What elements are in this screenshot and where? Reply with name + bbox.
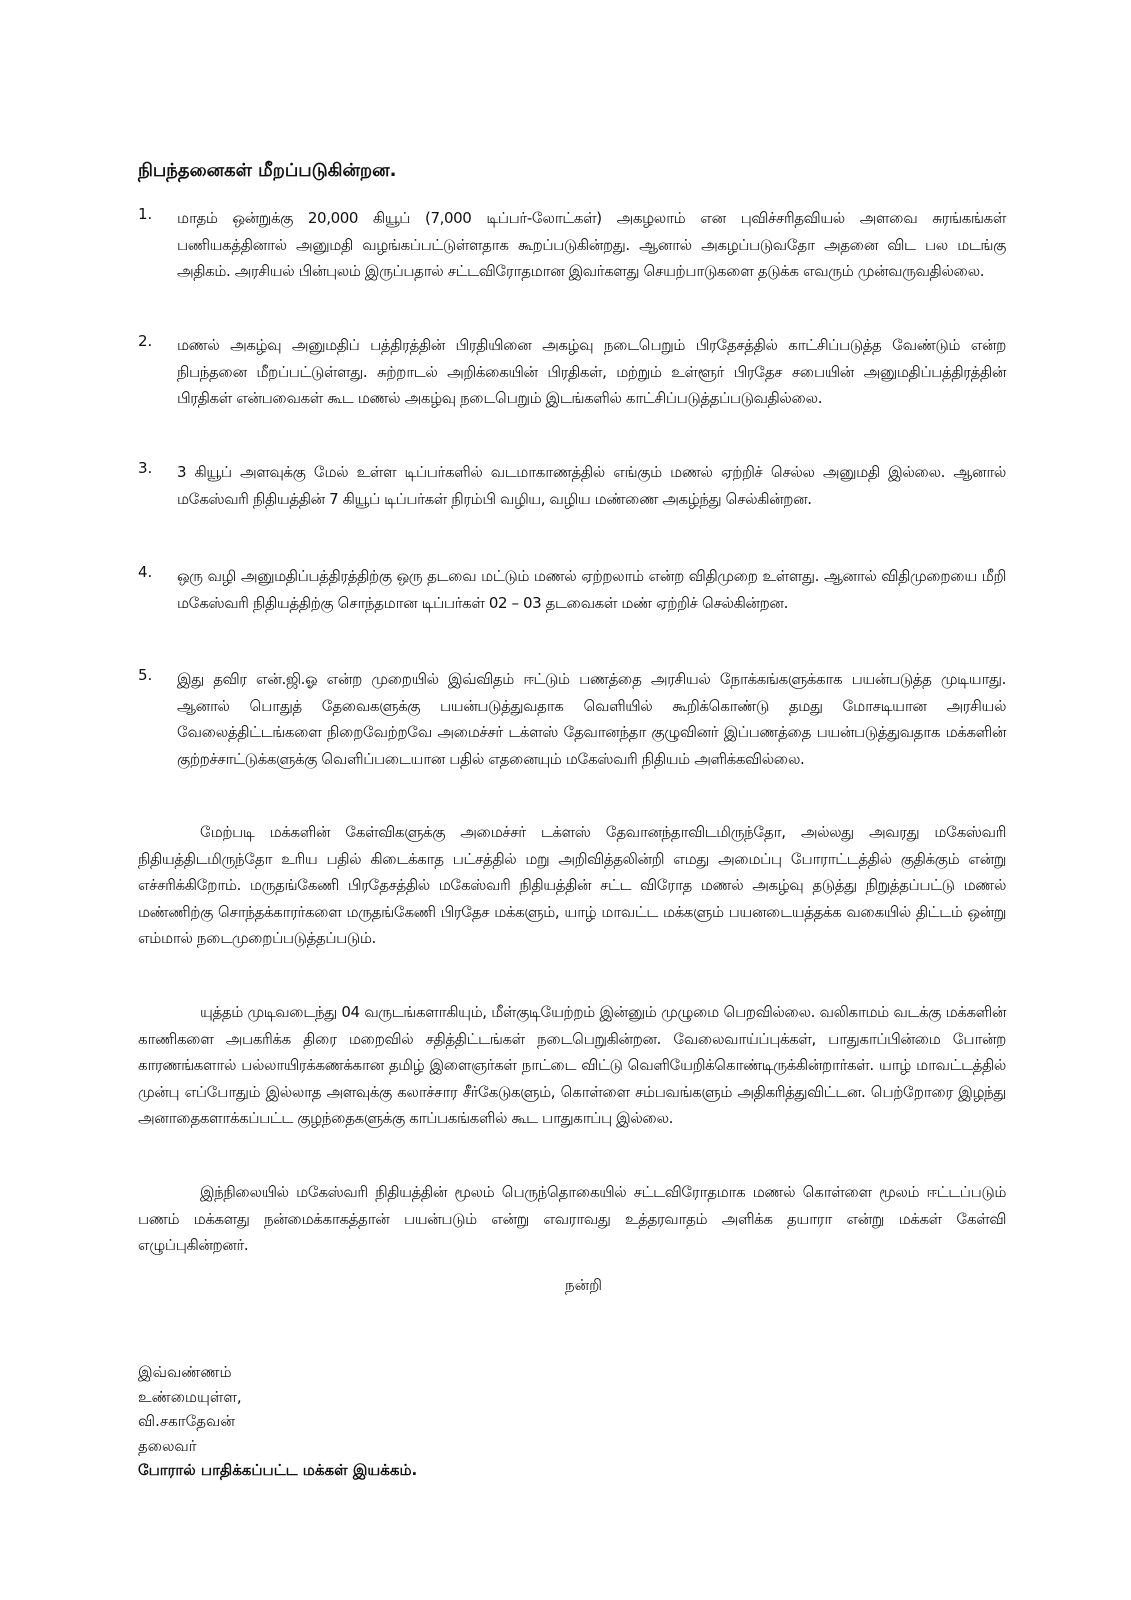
- signatory-title: தலைவர்: [138, 1436, 197, 1455]
- list-number: 1.: [138, 205, 153, 223]
- body-paragraph-3: இந்நிலையில் மகேஸ்வரி நிதியத்தின் மூலம் பெருந்தொகையில் சட்டவிரோதமாக மணல் கொள்ளை மூலம் ஈட்டப்படும் பணம் மக்களது நன்மைக்காகத்தான் பயன்படும் என்று எவராவது உத்தரவாதம் அளிக்க தயாரா என்று மக்கள் கேள்வி எழுப்புகின்றனர்.: [138, 1183, 1006, 1254]
- organization-name: போரால் பாதிக்கப்பட்ட மக்கள் இயக்கம்.: [138, 1461, 418, 1480]
- list-text: மாதம் ஒன்றுக்கு 20,000 கியூப் (7,000 டிப்பர்-லோட்கள்) அகழலாம் என புவிச்சரிதவியல் அளவை சுரங்கங்கள் பணியகத்தினால் அனுமதி வழங்கப்பட்டுள்ளதாக கூறப்படுகின்றது. ஆனால் அகழப்படுவதோ அதனை விட பல மடங்கு அதிகம். அரசியல் பின்புலம் இருப்பதால் சட்டவிரோதமான இவர்களது செயற்பாடுகளை தடுக்க எவரும் முன்வருவதில்லை.: [177, 209, 1006, 280]
- list-text: ஒரு வழி அனுமதிப்பத்திரத்திற்கு ஒரு தடவை மட்டும் மணல் ஏற்றலாம் என்ற விதிமுறை உள்ளது. ஆனால் விதிமுறையை மீறி மகேஸ்வரி நிதியத்திற்கு சொந்தமான டிப்பர்கள் 02 – 03 தடவைகள் மண் ஏற்றிச் செல்கின்றன.: [177, 567, 1006, 612]
- list-text: இது தவிர என்.ஜி.ஓ என்ற முறையில் இவ்விதம் ஈட்டும் பணத்தை அரசியல் நோக்கங்களுக்காக பயன்படுத்த முடியாது. ஆனால் பொதுத் தேவைகளுக்கு பயன்படுத்துவதாக வெளியில் கூறிக்கொண்டு தமது மோசடியான அரசியல் வேலைத்திட்டங்களை நிறைவேற்றவே அமைச்சர் டக்ளஸ் தேவானந்தா குழுவினர் இப்பணத்தை பயன்படுத்துவதாக மக்களின் குற்றச்சாட்டுக்களுக்கு வெளிப்படையான பதில் எதனையும் மகேஸ்வரி நிதியம் அளிக்கவில்லை.: [177, 670, 1006, 768]
- signature-salutation: இவ்வண்ணம்: [138, 1363, 232, 1381]
- section-heading: நிபந்தனைகள் மீறப்படுகின்றன.: [138, 160, 397, 181]
- list-number: 2.: [138, 332, 153, 350]
- list-number: 4.: [138, 563, 153, 581]
- signatory-name: வி.சகாதேவன்: [138, 1412, 235, 1431]
- closing-thanks: நன்றி: [565, 1276, 603, 1294]
- list-number: 3.: [138, 459, 153, 477]
- signature-block: [138, 1360, 417, 1483]
- body-paragraph-2: யுத்தம் முடிவடைந்து 04 வருடங்களாகியும், மீள்குடியேற்றம் இன்னும் முழுமை பெறவில்லை. வலிகாமம் வடக்கு மக்களின் காணிகளை அபகரிக்க திரை மறைவில் சதித்திட்டங்கள் நடைபெறுகின்றன. வேலைவாய்ப்புக்கள், பாதுகாப்பின்மை போன்ற காரணங்களால் பல்லாயிரக்கணக்கான தமிழ் இளைஞர்கள் நாட்டை விட்டு வெளியேறிக்கொண்டிருக்கின்றார்கள். யாழ் மாவட்டத்தில் முன்பு எப்போதும் இல்லாத அளவுக்கு கலாச்சார சீர்கேடுகளும், கொள்ளை சம்பவங்களும் அதிகரித்துவிட்டன. பெற்றோரை இழந்து அனாதைகளாக்கப்பட்ட குழந்தைகளுக்கு காப்பகங்களில் கூட பாதுகாப்பு இல்லை.: [138, 1003, 1006, 1127]
- signature-sincerely: உண்மையுள்ள,: [138, 1387, 242, 1406]
- list-number: 5.: [138, 666, 153, 684]
- body-paragraph-1: மேற்படி மக்களின் கேள்விகளுக்கு அமைச்சர் டக்ளஸ் தேவானந்தாவிடமிருந்தோ, அல்லது அவரது மகேஸ்வரி நிதியத்திடமிருந்தோ உரிய பதில் கிடைக்காத பட்சத்தில் மறு அறிவித்தலின்றி எமது அமைப்பு போராட்டத்தில் குதிக்கும் என்று எச்சரிக்கிறோம். மருதங்கேணி பிரதேசத்தில் மகேஸ்வரி நிதியத்தின் சட்ட விரோத மணல் அகழ்வு தடுத்து நிறுத்தப்பட்டு மணல் மண்ணிற்கு சொந்தக்காரர்களை மருதங்கேணி பிரதேச மக்களும், யாழ் மாவட்ட மக்களும் பயனடையத்தக்க வகையில் திட்டம் ஒன்று எம்மால் நடைமுறைப்படுத்தப்படும்.: [138, 823, 1006, 947]
- list-text: 3 கியூப் அளவுக்கு மேல் உள்ள டிப்பர்களில் வடமாகாணத்தில் எங்கும் மணல் ஏற்றிச் செல்ல அனுமதி இல்லை. ஆனால் மகேஸ்வரி நிதியத்தின் 7 கியூப் டிப்பர்கள் நிரம்பி வழிய, வழிய மண்ணை அகழ்ந்து செல்கின்றன.: [177, 463, 1006, 508]
- list-text: மணல் அகழ்வு அனுமதிப் பத்திரத்தின் பிரதியினை அகழ்வு நடைபெறும் பிரதேசத்தில் காட்சிப்படுத்த வேண்டும் என்ற நிபந்தனை மீறப்பட்டுள்ளது. சுற்றாடல் அறிக்கையின் பிரதிகள், மற்றும் உள்ளூர் பிரதேச சபையின் அனுமதிப்பத்திரத்தின் பிரதிகள் என்பவைகள் கூட மணல் அகழ்வு நடைபெறும் இடங்களில் காட்சிப்படுத்தப்படுவதில்லை.: [177, 336, 1006, 407]
